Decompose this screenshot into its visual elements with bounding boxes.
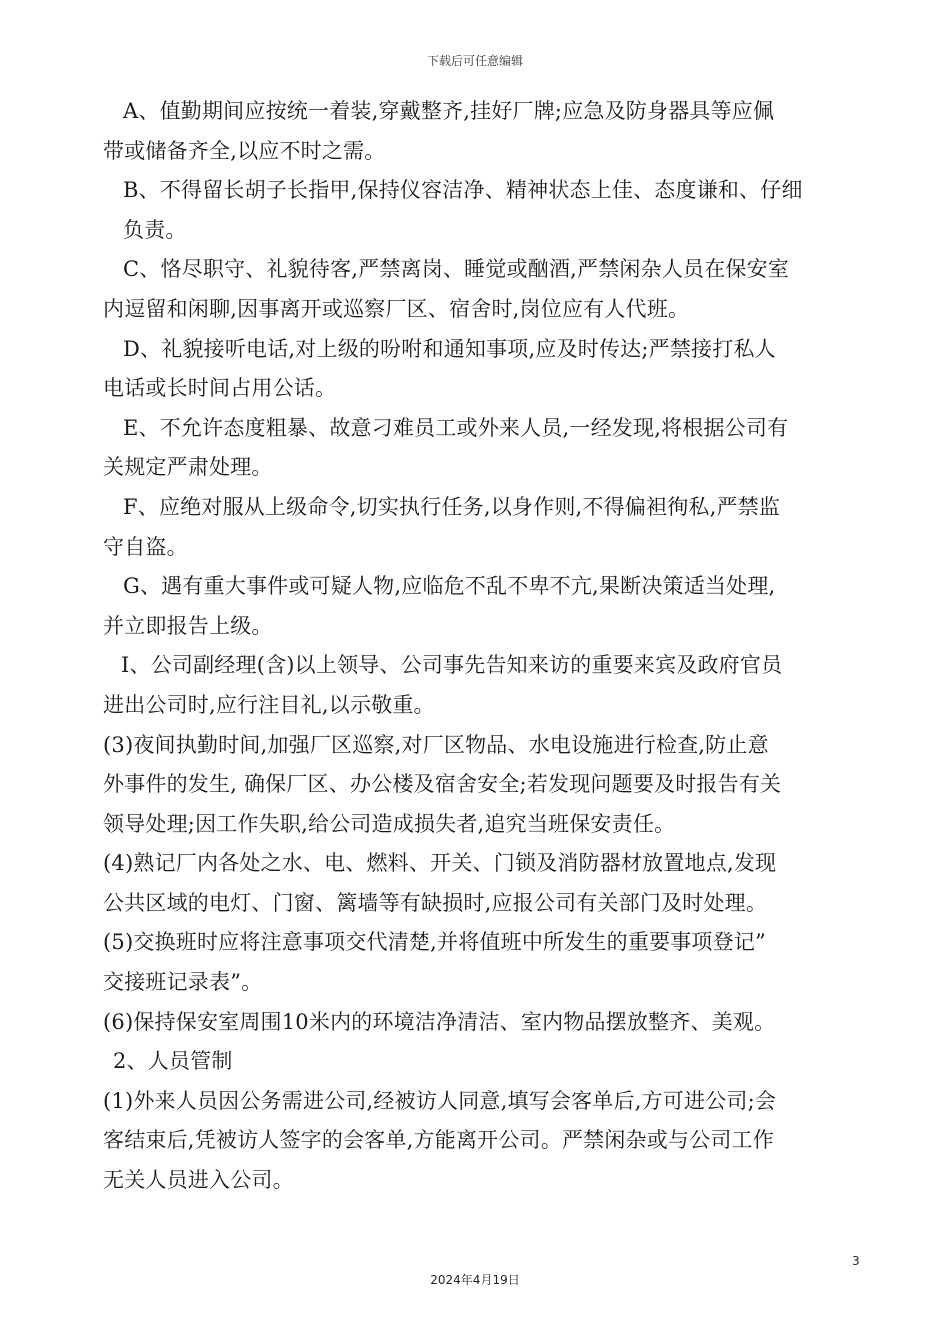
text-line: (5)交换班时应将注意事项交代清楚,并将值班中所发生的重要事项登记” xyxy=(103,930,766,955)
text-line: 领导处理;因工作失职,给公司造成损失者,追究当班保安责任。 xyxy=(103,811,676,836)
text-line: 电话或长时间占用公话。 xyxy=(103,376,337,401)
text-line: C、恪尽职守、礼貌待客,严禁离岗、睡觉或酗酒,严禁闲杂人员在保安室 xyxy=(123,257,790,282)
text-line: (4)熟记厂内各处之水、电、燃料、开关、门锁及消防器材放置地点,发现 xyxy=(103,851,777,876)
text-line: 外事件的发生, 确保厂区、办公楼及宿舍安全;若发现问题要及时报告有关 xyxy=(103,772,782,797)
text-line: 守自盗。 xyxy=(103,534,188,559)
text-line: A、值勤期间应按统一着装,穿戴整齐,挂好厂牌;应急及防身器具等应佩 xyxy=(123,99,775,123)
page-number: 3 xyxy=(852,1254,860,1268)
text-line: B、不得留长胡子长指甲,保持仪容洁净、精神状态上佳、态度谦和、仔细 xyxy=(123,178,803,203)
text-line: I、公司副经理(含)以上领导、公司事先告知来访的重要来宾及政府官员 xyxy=(121,653,783,678)
text-line: F、应绝对服从上级命令,切实执行任务,以身作则,不得偏袒徇私,严禁监 xyxy=(123,494,781,519)
text-line: 内逗留和闲聊,因事离开或巡察厂区、宿舍时,岗位应有人代班。 xyxy=(103,296,690,321)
text-line: G、遇有重大事件或可疑人物,应临危不乱不卑不亢,果断决策适当处理, xyxy=(123,574,776,599)
text-line: 关规定严肃处理。 xyxy=(103,455,273,480)
text-line: 并立即报告上级。 xyxy=(103,613,273,638)
footer-date: 2024年4月19日 xyxy=(430,1273,520,1287)
text-line: D、礼貌接听电话,对上级的吩咐和通知事项,应及时传达;严禁接打私人 xyxy=(123,336,776,361)
section-heading: 2、人员管制 xyxy=(113,1049,233,1074)
text-line: 带或储备齐全,以应不时之需。 xyxy=(103,138,386,163)
text-line: 客结束后,凭被访人签字的会客单,方能离开公司。严禁闲杂或与公司工作 xyxy=(103,1128,774,1153)
text-line: E、不允许态度粗暴、故意刁难员工或外来人员,一经发现,将根据公司有 xyxy=(123,415,789,440)
text-line: (1)外来人员因公务需进公司,经被访人同意,填写会客单后,方可进公司;会 xyxy=(103,1088,777,1113)
text-line: 进出公司时,应行注目礼,以示敬重。 xyxy=(103,692,435,717)
text-line: 交接班记录表”。 xyxy=(103,970,263,995)
text-line: 公共区域的电灯、门窗、篱墙等有缺损时,应报公司有关部门及时处理。 xyxy=(103,890,768,915)
text-line: (3)夜间执勤时间,加强厂区巡察,对厂区物品、水电设施进行检查,防止意 xyxy=(103,732,769,757)
text-line: 无关人员进入公司。 xyxy=(103,1168,294,1193)
text-line: 负责。 xyxy=(123,217,187,242)
document-body xyxy=(103,92,863,1201)
page-header: 下载后可任意编辑 xyxy=(426,54,523,68)
text-line: (6)保持保安室周围10米内的环境洁净清洁、室内物品摆放整齐、美观。 xyxy=(103,1009,776,1034)
